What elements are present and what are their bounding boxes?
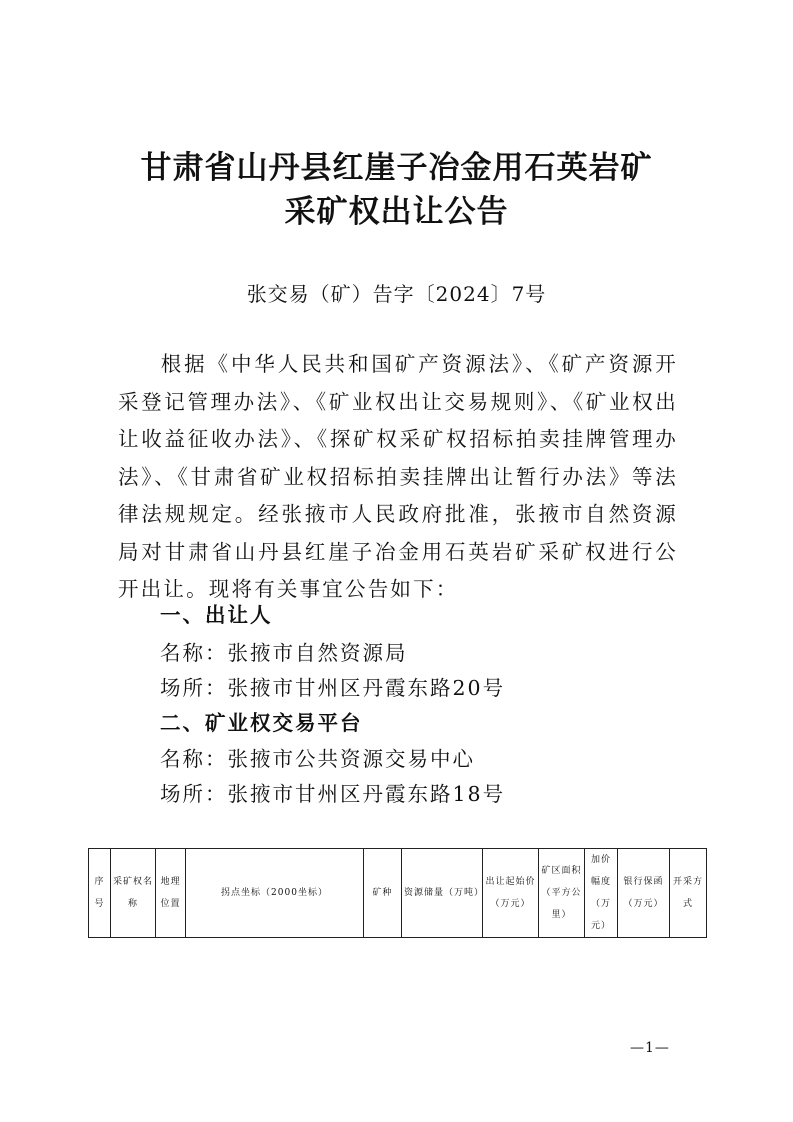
document-title-line1: 甘肃省山丹县红崖子冶金用石英岩矿 [140, 150, 653, 186]
col-header-serial: 序号 [89, 849, 111, 938]
col-header-location: 地理位置 [156, 849, 186, 938]
document-number: 张交易（矿）告字〔2024〕7号 [246, 282, 547, 306]
section1-name: 名称：张掖市自然资源局 [160, 641, 408, 665]
table-header-row [89, 849, 707, 938]
section2-name: 名称：张掖市公共资源交易中心 [160, 747, 475, 771]
col-header-coordinates: 拐点坐标（2000坐标） [186, 849, 364, 938]
section2-heading: 二、矿业权交易平台 [160, 711, 363, 735]
intro-paragraph [118, 346, 678, 609]
col-header-increment: 加价幅度（万元） [585, 849, 618, 938]
col-header-reserves: 资源储量（万吨） [402, 849, 483, 938]
intro-paragraph-text: 根据《中华人民共和国矿产资源法》、《矿产资源开采登记管理办法》、《矿业权出让交易规则》、《矿业权出让收益征收办法》、《探矿权采矿权招标拍卖挂牌管理办法》、《甘肃省矿业权招标拍卖挂牌出让暂行办法》等法律法规规定。经张掖市人民政府批准，张掖市自然资源局对甘肃省山丹县红崖子冶金用石英岩矿采矿权进行公开出让。现将有关事宜公告如下： [118, 352, 678, 601]
document-title-line2: 采矿权出让公告 [284, 194, 509, 230]
section1-location: 场所：张掖市甘州区丹霞东路20号 [160, 676, 506, 700]
col-header-mineral: 矿种 [364, 849, 402, 938]
section2-location: 场所：张掖市甘州区丹霞东路18号 [160, 782, 506, 806]
section1-heading: 一、出让人 [160, 603, 273, 627]
col-header-start-price: 出让起始价（万元） [483, 849, 539, 938]
col-header-bank-guarantee: 银行保函（万元） [618, 849, 670, 938]
auction-info-table [88, 848, 707, 938]
col-header-mining-method: 开采方式 [670, 849, 707, 938]
page-number: —1— [630, 1040, 670, 1056]
col-header-area: 矿区面积（平方公里） [539, 849, 585, 938]
col-header-mining-right-name: 采矿权名称 [111, 849, 156, 938]
